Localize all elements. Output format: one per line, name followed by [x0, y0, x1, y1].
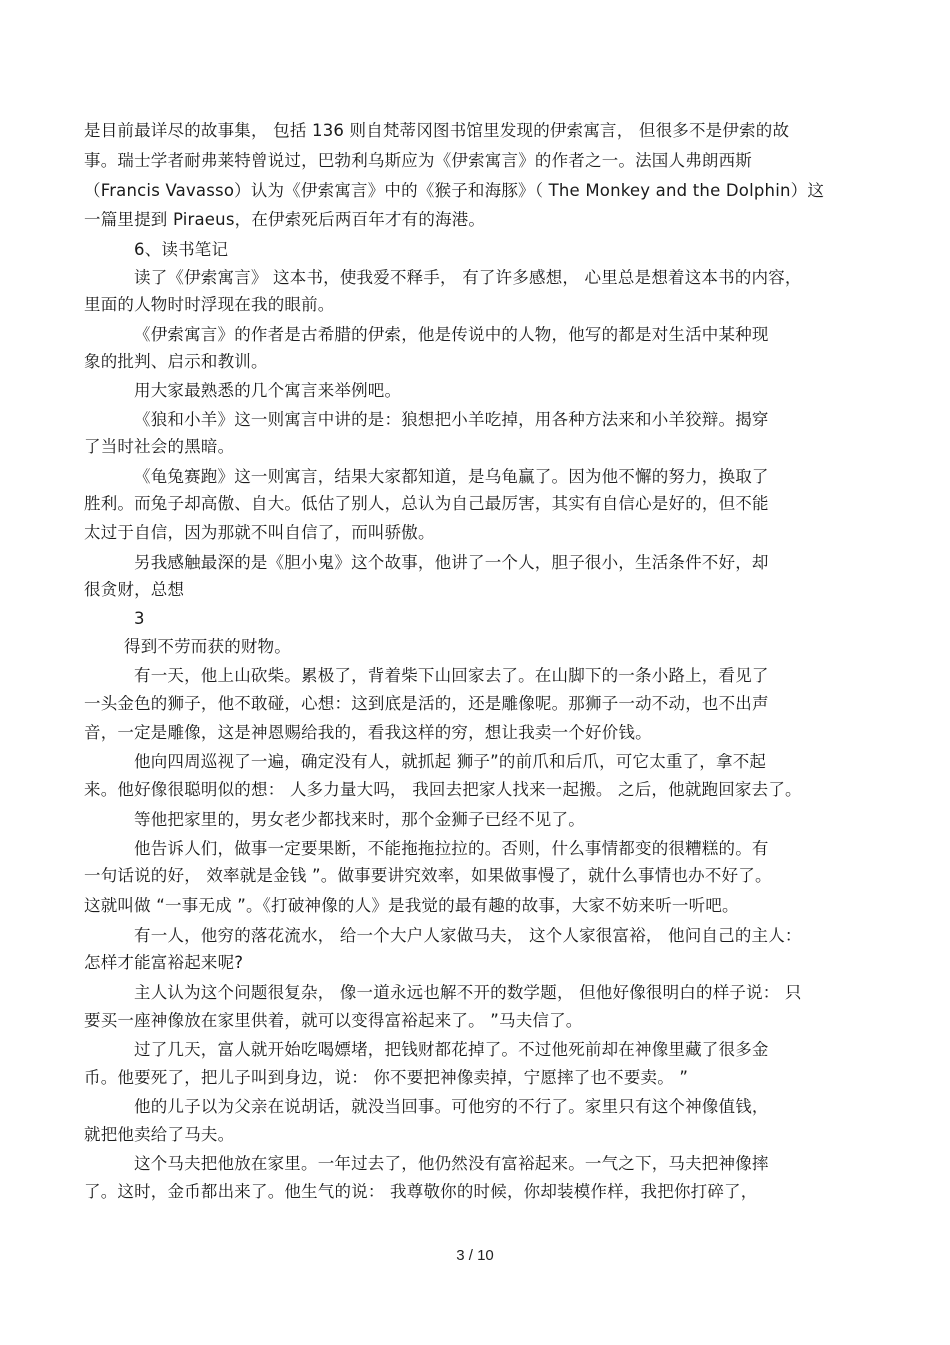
text-line: 了。这时，金币都出来了。他生气的说： 我尊敬你的时候，你却装模作样，我把你打碎了，: [84, 1182, 758, 1201]
text-line: 太过于自信，因为那就不叫自信了，而叫骄傲。: [84, 523, 435, 542]
text-line: 音，一定是雕像，这是神恩赐给我的，看我这样的穷，想让我卖一个好价钱。: [84, 723, 652, 742]
text-line: 过了几天，富人就开始吃喝嫖堵，把钱财都花掉了。不过他死前却在神像里藏了很多金: [134, 1040, 769, 1059]
text-line: 很贪财，总想: [84, 580, 185, 599]
text-line: 用大家最熟悉的几个寓言来举例吧。: [134, 381, 402, 400]
text-line: 来。他好像很聪明似的想： 人多力量大吗， 我回去把家人找来一起搬。 之后，他就跑回家去了。: [84, 780, 802, 799]
text-line: 怎样才能富裕起来呢?: [84, 953, 244, 972]
text-line: 要买一座神像放在家里供着，就可以变得富裕起来了。 ”马夫信了。: [84, 1011, 583, 1030]
text-line: 《龟兔赛跑》这一则寓言，结果大家都知道，是乌龟赢了。因为他不懈的努力，换取了: [134, 467, 769, 486]
text-line: 他的儿子以为父亲在说胡话，就没当回事。可他穷的不行了。家里只有这个神像值钱，: [134, 1097, 769, 1116]
text-line: 《狼和小羊》这一则寓言中讲的是：狼想把小羊吃掉，用各种方法来和小羊狡辩。揭穿: [134, 410, 769, 429]
text-line: 象的批判、启示和教训。: [84, 352, 268, 371]
text-line: 3: [134, 609, 145, 628]
text-line: 得到不劳而获的财物。: [124, 637, 291, 656]
text-line: 读了《伊索寓言》 这本书，使我爱不释手， 有了许多感想， 心里总是想着这本书的内容，: [134, 268, 802, 287]
text-line: 这就叫做 “一事无成 ”。《打破神像的人》是我觉的最有趣的故事，大家不妨来听一听吧。: [84, 896, 739, 915]
page-number: 3 / 10: [456, 1247, 494, 1264]
text-line: 他告诉人们，做事一定要果断，不能拖拖拉拉的。否则，什么事情都变的很糟糕的。有: [134, 839, 769, 858]
text-line: 另我感触最深的是《胆小鬼》这个故事，他讲了一个人，胆子很小，生活条件不好，却: [134, 553, 769, 572]
text-line: 币。他要死了，把儿子叫到身边，说： 你不要把神像卖掉，宁愿摔了也不要卖。 ”: [84, 1068, 689, 1087]
text-line: 里面的人物时时浮现在我的眼前。: [84, 295, 335, 314]
text-line: 一头金色的狮子，他不敢碰，心想：这到底是活的，还是雕像呢。那狮子一动不动，也不出声: [84, 694, 769, 713]
text-line: 就把他卖给了马夫。: [84, 1125, 235, 1144]
text-line: 主人认为这个问题很复杂， 像一道永远也解不开的数学题， 但他好像很明白的样子说： 只: [134, 983, 802, 1002]
text-line: 一篇里提到 Piraeus，在伊索死后两百年才有的海港。: [84, 210, 486, 229]
text-line: 等他把家里的，男女老少都找来时，那个金狮子已经不见了。: [134, 810, 585, 829]
text-line: 了当时社会的黑暗。: [84, 437, 235, 456]
text-line: 这个马夫把他放在家里。一年过去了，他仍然没有富裕起来。一气之下，马夫把神像摔: [134, 1154, 769, 1173]
text-line: （Francis Vavasso）认为《伊索寓言》中的《猴子和海豚》（ The Monkey and the Dolphin）这: [84, 181, 825, 200]
text-line: 胜利。而兔子却高傲、自大。低估了别人，总认为自己最厉害，其实有自信心是好的，但不能: [84, 494, 769, 513]
text-line: 6、读书笔记: [134, 240, 229, 259]
text-line: 是目前最详尽的故事集， 包括 136 则自梵蒂冈图书馆里发现的伊索寓言， 但很多不是伊索的故: [84, 121, 790, 140]
text-line: 《伊索寓言》的作者是古希腊的伊索，他是传说中的人物，他写的都是对生活中某种现: [134, 325, 769, 344]
text-line: 他向四周巡视了一遍，确定没有人，就抓起 狮子”的前爪和后爪，可它太重了，拿不起: [134, 752, 767, 771]
text-line: 一句话说的好， 效率就是金钱 ”。做事要讲究效率，如果做事慢了，就什么事情也办不好了。: [84, 866, 772, 885]
text-line: 有一人，他穷的落花流水， 给一个大户人家做马夫， 这个人家很富裕， 他问自己的主人：: [134, 926, 802, 945]
text-line: 事。瑞士学者耐弗莱特曾说过，巴勃利乌斯应为《伊索寓言》的作者之一。法国人弗朗西斯: [84, 151, 752, 170]
text-line: 有一天，他上山砍柴。累极了，背着柴下山回家去了。在山脚下的一条小路上，看见了: [134, 666, 769, 685]
